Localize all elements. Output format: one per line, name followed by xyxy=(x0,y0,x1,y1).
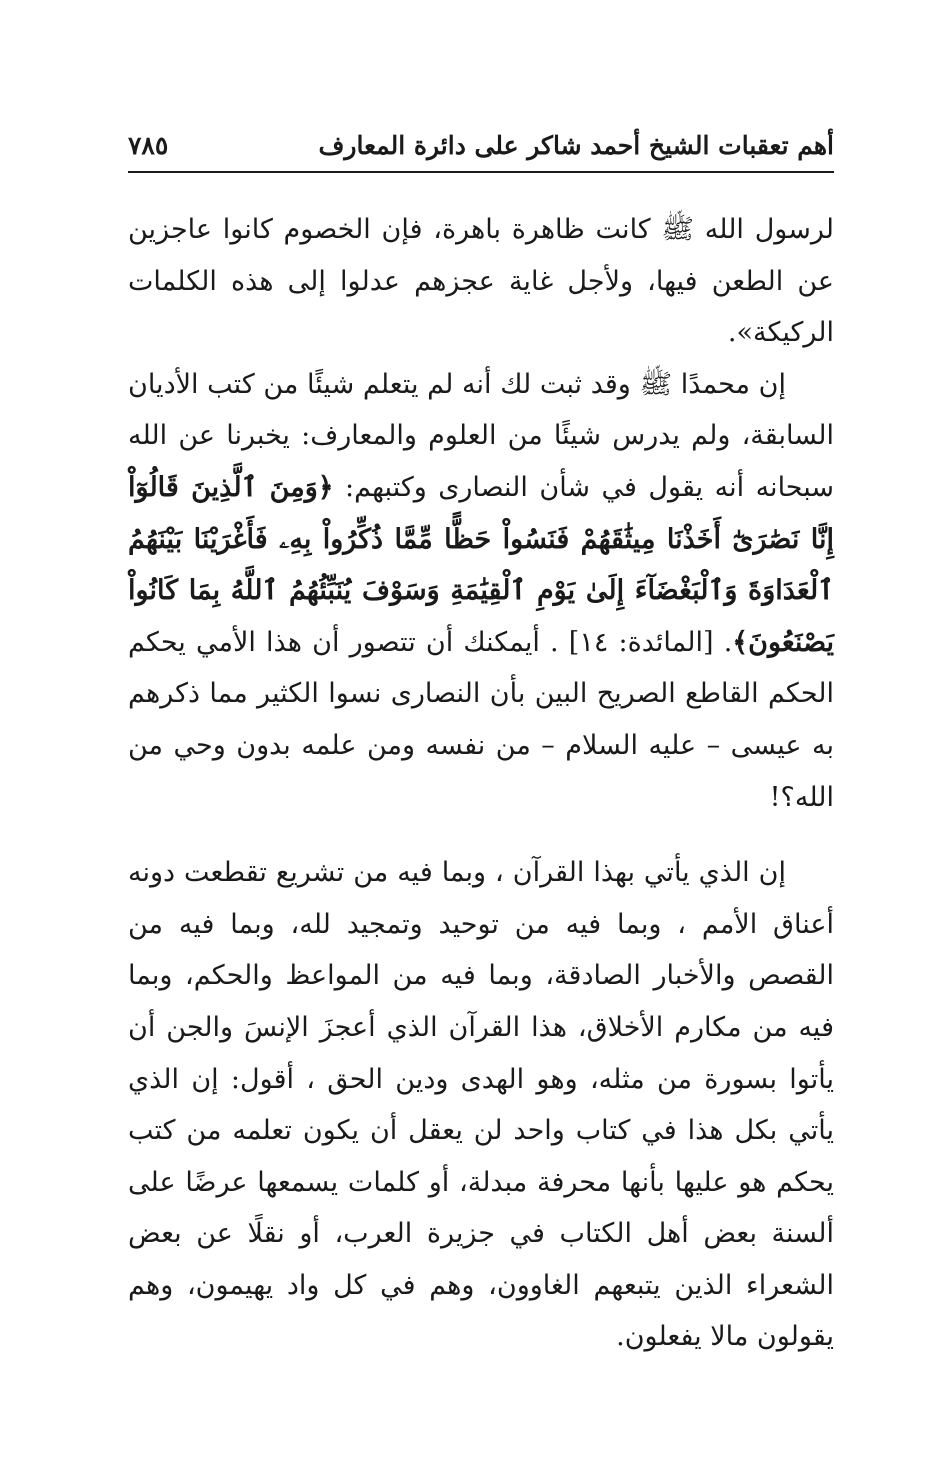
paragraph-continuation: لرسول الله ﷺ كانت ظاهرة باهرة، فإن الخصوم كانوا عاجزين عن الطعن فيها، ولأجل غاية عجزهم عدلوا إلى هذه الكلمات الركيكة». xyxy=(128,214,835,349)
paragraph-text-before-verse: إن محمدًا ﷺ وقد ثبت لك أنه لم يتعلم شيئًا من كتب الأديان السابقة، ولم يدرس شيئًا من العلوم والمعارف: يخبرنا عن الله سبحانه أنه يقول في شأن النصارى وكتبهم: xyxy=(128,368,834,503)
paragraph-quran-citation xyxy=(128,359,834,823)
header-rule xyxy=(128,171,834,173)
running-title: أهم تعقبات الشيخ أحمد شاكر على دائرة المعارف xyxy=(318,131,834,160)
body-text xyxy=(128,204,834,1363)
page-number: ٧٨٥ xyxy=(128,131,169,160)
running-header xyxy=(128,127,834,163)
paragraph-text-after-verse: . [المائدة: ١٤] . أيمكنك أن تتصور أن هذا الأمي يحكم الحكم القاطع الصريح البين بأن النصارى نسوا الكثير مما ذكرهم به عيسى – عليه السلام – من نفسه ومن علمه بدون وحي من الله؟! xyxy=(128,626,834,813)
paragraph-conclusion: إن الذي يأتي بهذا القرآن ، وبما فيه من تشريع تقطعت دونه أعناق الأمم ، وبما فيه من توحيد وتمجيد لله، وبما فيه من القصص والأخبار الصادقة، وبما فيه من المواعظ والحكم، وبما فيه من مكارم الأخلاق، هذا القرآن الذي أعجزَ الإنسَ والجن أن يأتوا بسورة من مثله، وهو الهدى ودين الحق ، أقول: إن الذي يأتي بكل هذا في كتاب واحد لن يعقل أن يكون تعلمه من كتب يحكم هو عليها بأنها محرفة مبدلة، أو كلمات يسمعها عرضًا على ألسنة بعض أهل الكتاب في جزيرة العرب، أو نقلًا عن بعض الشعراء الذين يتبعهم الغاوون، وهم في كل واد يهيمون، وهم يقولون مالا يفعلون. xyxy=(128,857,834,1353)
quran-verse: ﴿وَمِنَ ٱلَّذِينَ قَالُوٓاْ إِنَّا نَصَٰرَىٰٓ أَخَذْنَا مِيثَٰقَهُمْ فَنَسُواْ حَظًّا مِّمَّا ذُكِّرُواْ بِهِۦ فَأَغْرَيْنَا بَيْنَهُمُ ٱلْعَدَاوَةَ وَٱلْبَغْضَآءَ إِلَىٰ يَوْمِ ٱلْقِيَٰمَةِ وَسَوْفَ يُنَبِّئُهُمُ ٱللَّهُ بِمَا كَانُواْ يَصْنَعُونَ﴾ xyxy=(128,471,834,658)
